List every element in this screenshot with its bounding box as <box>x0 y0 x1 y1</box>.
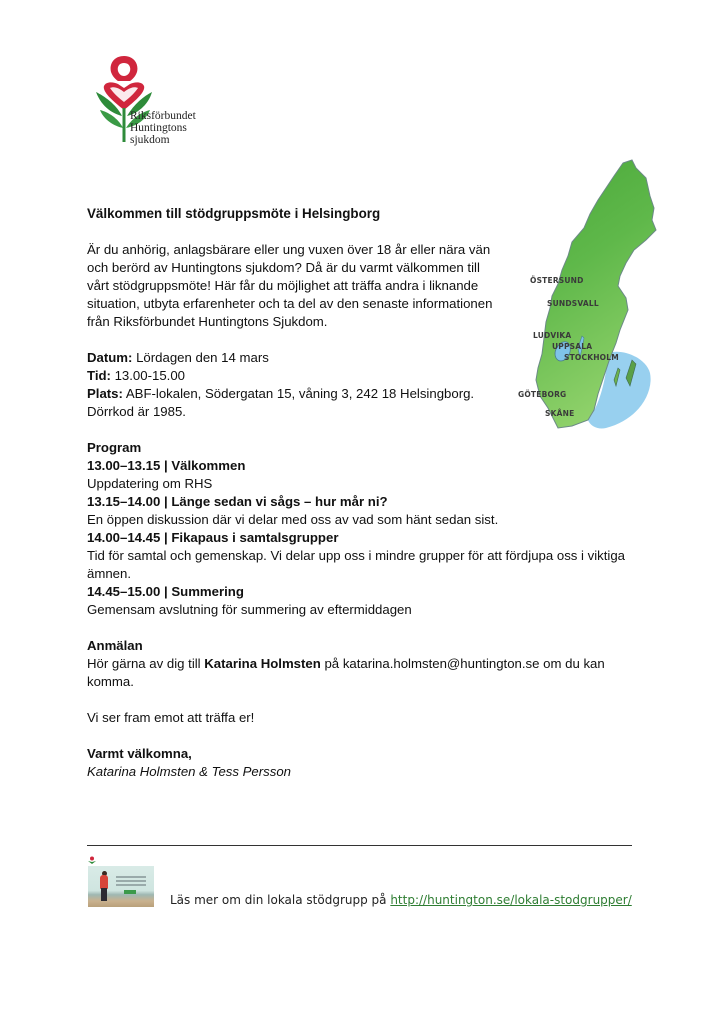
registration-text-before: Hör gärna av dig till <box>87 656 205 671</box>
place-value: ABF-lokalen, Södergatan 15, våning 3, 242 18 Helsingborg. <box>122 386 475 401</box>
organization-logo <box>94 52 224 144</box>
registration-text-after: om du kan komma. <box>87 656 605 689</box>
place-label: Plats: <box>87 386 123 401</box>
program-item-time <box>87 583 647 601</box>
mini-logo-icon <box>88 856 96 864</box>
program-heading-text: Program <box>87 440 142 455</box>
page-title: Välkommen till stödgruppsmöte i Helsingborg <box>87 206 381 221</box>
date-label: Datum: <box>87 350 133 365</box>
program-item-1-desc: Uppdatering om RHS <box>87 476 213 491</box>
time-value: 13.00-15.00 <box>110 368 185 383</box>
map-label-ostersund: ÖSTERSUND <box>530 276 584 285</box>
map-label-uppsala: UPPSALA <box>552 342 593 351</box>
banner-button <box>124 890 136 894</box>
logo-line-2: Huntingtons sjukdom <box>130 122 187 146</box>
footer-lead-text: Läs mer om din lokala stödgrupp på <box>170 893 391 907</box>
document-body <box>87 205 647 781</box>
support-group-banner-image[interactable] <box>88 866 154 907</box>
program-item-time <box>87 457 647 475</box>
logo-line-1: Riksförbundet <box>130 110 196 122</box>
signoff-text: Varmt välkomna, <box>87 746 192 761</box>
banner-text-lines <box>116 876 146 878</box>
program-item-3-time: 14.00–14.45 | Fikapaus i samtalsgrupper <box>87 530 339 545</box>
footer-divider <box>87 845 632 846</box>
program-heading <box>87 439 647 457</box>
local-support-groups-link[interactable]: http://huntington.se/lokala-stodgrupper/ <box>390 893 632 907</box>
program-item-4-time: 14.45–15.00 | Summering <box>87 584 244 599</box>
signatures: Katarina Holmsten & Tess Persson <box>87 764 292 779</box>
program-item-4-desc: Gemensam avslutning för summering av eftermiddagen <box>87 602 412 617</box>
time-label: Tid: <box>87 368 111 383</box>
contact-email[interactable]: katarina.holmsten@huntington.se <box>342 656 540 671</box>
program-item-time <box>87 493 647 511</box>
program-item-1-time: 13.00–13.15 | Välkommen <box>87 458 246 473</box>
map-label-goteborg: GÖTEBORG <box>518 390 567 399</box>
registration-heading-text: Anmälan <box>87 638 143 653</box>
map-label-ludvika: LUDVIKA <box>533 331 572 340</box>
program-item-time <box>87 529 647 547</box>
registration-text-middle: på <box>320 656 343 671</box>
registration-heading <box>87 637 647 655</box>
intro-paragraph: Är du anhörig, anlagsbärare eller ung vuxen över 18 år eller nära vän och berörd av Huntingtons sjukdom? Då är du varmt välkommen till vårt stödgruppsmöte! Här får du möjlighet att träffa andra i liknande situation, utbyta erfarenheter och ta del av den senaste informationen från Riksförbundet Huntingtons Sjukdom. <box>87 242 493 329</box>
date-value: Lördagen den 14 mars <box>132 350 269 365</box>
person-body <box>100 875 108 889</box>
door-code: Dörrkod är 1985. <box>87 404 186 419</box>
signoff <box>87 745 647 763</box>
program-item-2-desc: En öppen diskussion där vi delar med oss av vad som hänt sedan sist. <box>87 512 499 527</box>
person-legs <box>101 888 107 901</box>
contact-name: Katarina Holmsten <box>204 656 321 671</box>
time-line <box>87 367 647 385</box>
closing-line: Vi ser fram emot att träffa er! <box>87 710 255 725</box>
place-line <box>87 385 647 403</box>
registration-text <box>87 655 647 691</box>
logo-text <box>130 110 224 146</box>
footer-text <box>170 893 632 907</box>
map-label-sundsvall: SUNDSVALL <box>547 299 599 308</box>
map-label-stockholm: STOCKHOLM <box>564 353 619 362</box>
map-label-skane: SKÅNE <box>545 409 575 418</box>
date-line <box>87 349 647 367</box>
program-item-2-time: 13.15–14.00 | Länge sedan vi sågs – hur mår ni? <box>87 494 388 509</box>
program-item-3-desc: Tid för samtal och gemenskap. Vi delar upp oss i mindre grupper för att fördjupa oss i viktiga ämnen. <box>87 548 626 581</box>
